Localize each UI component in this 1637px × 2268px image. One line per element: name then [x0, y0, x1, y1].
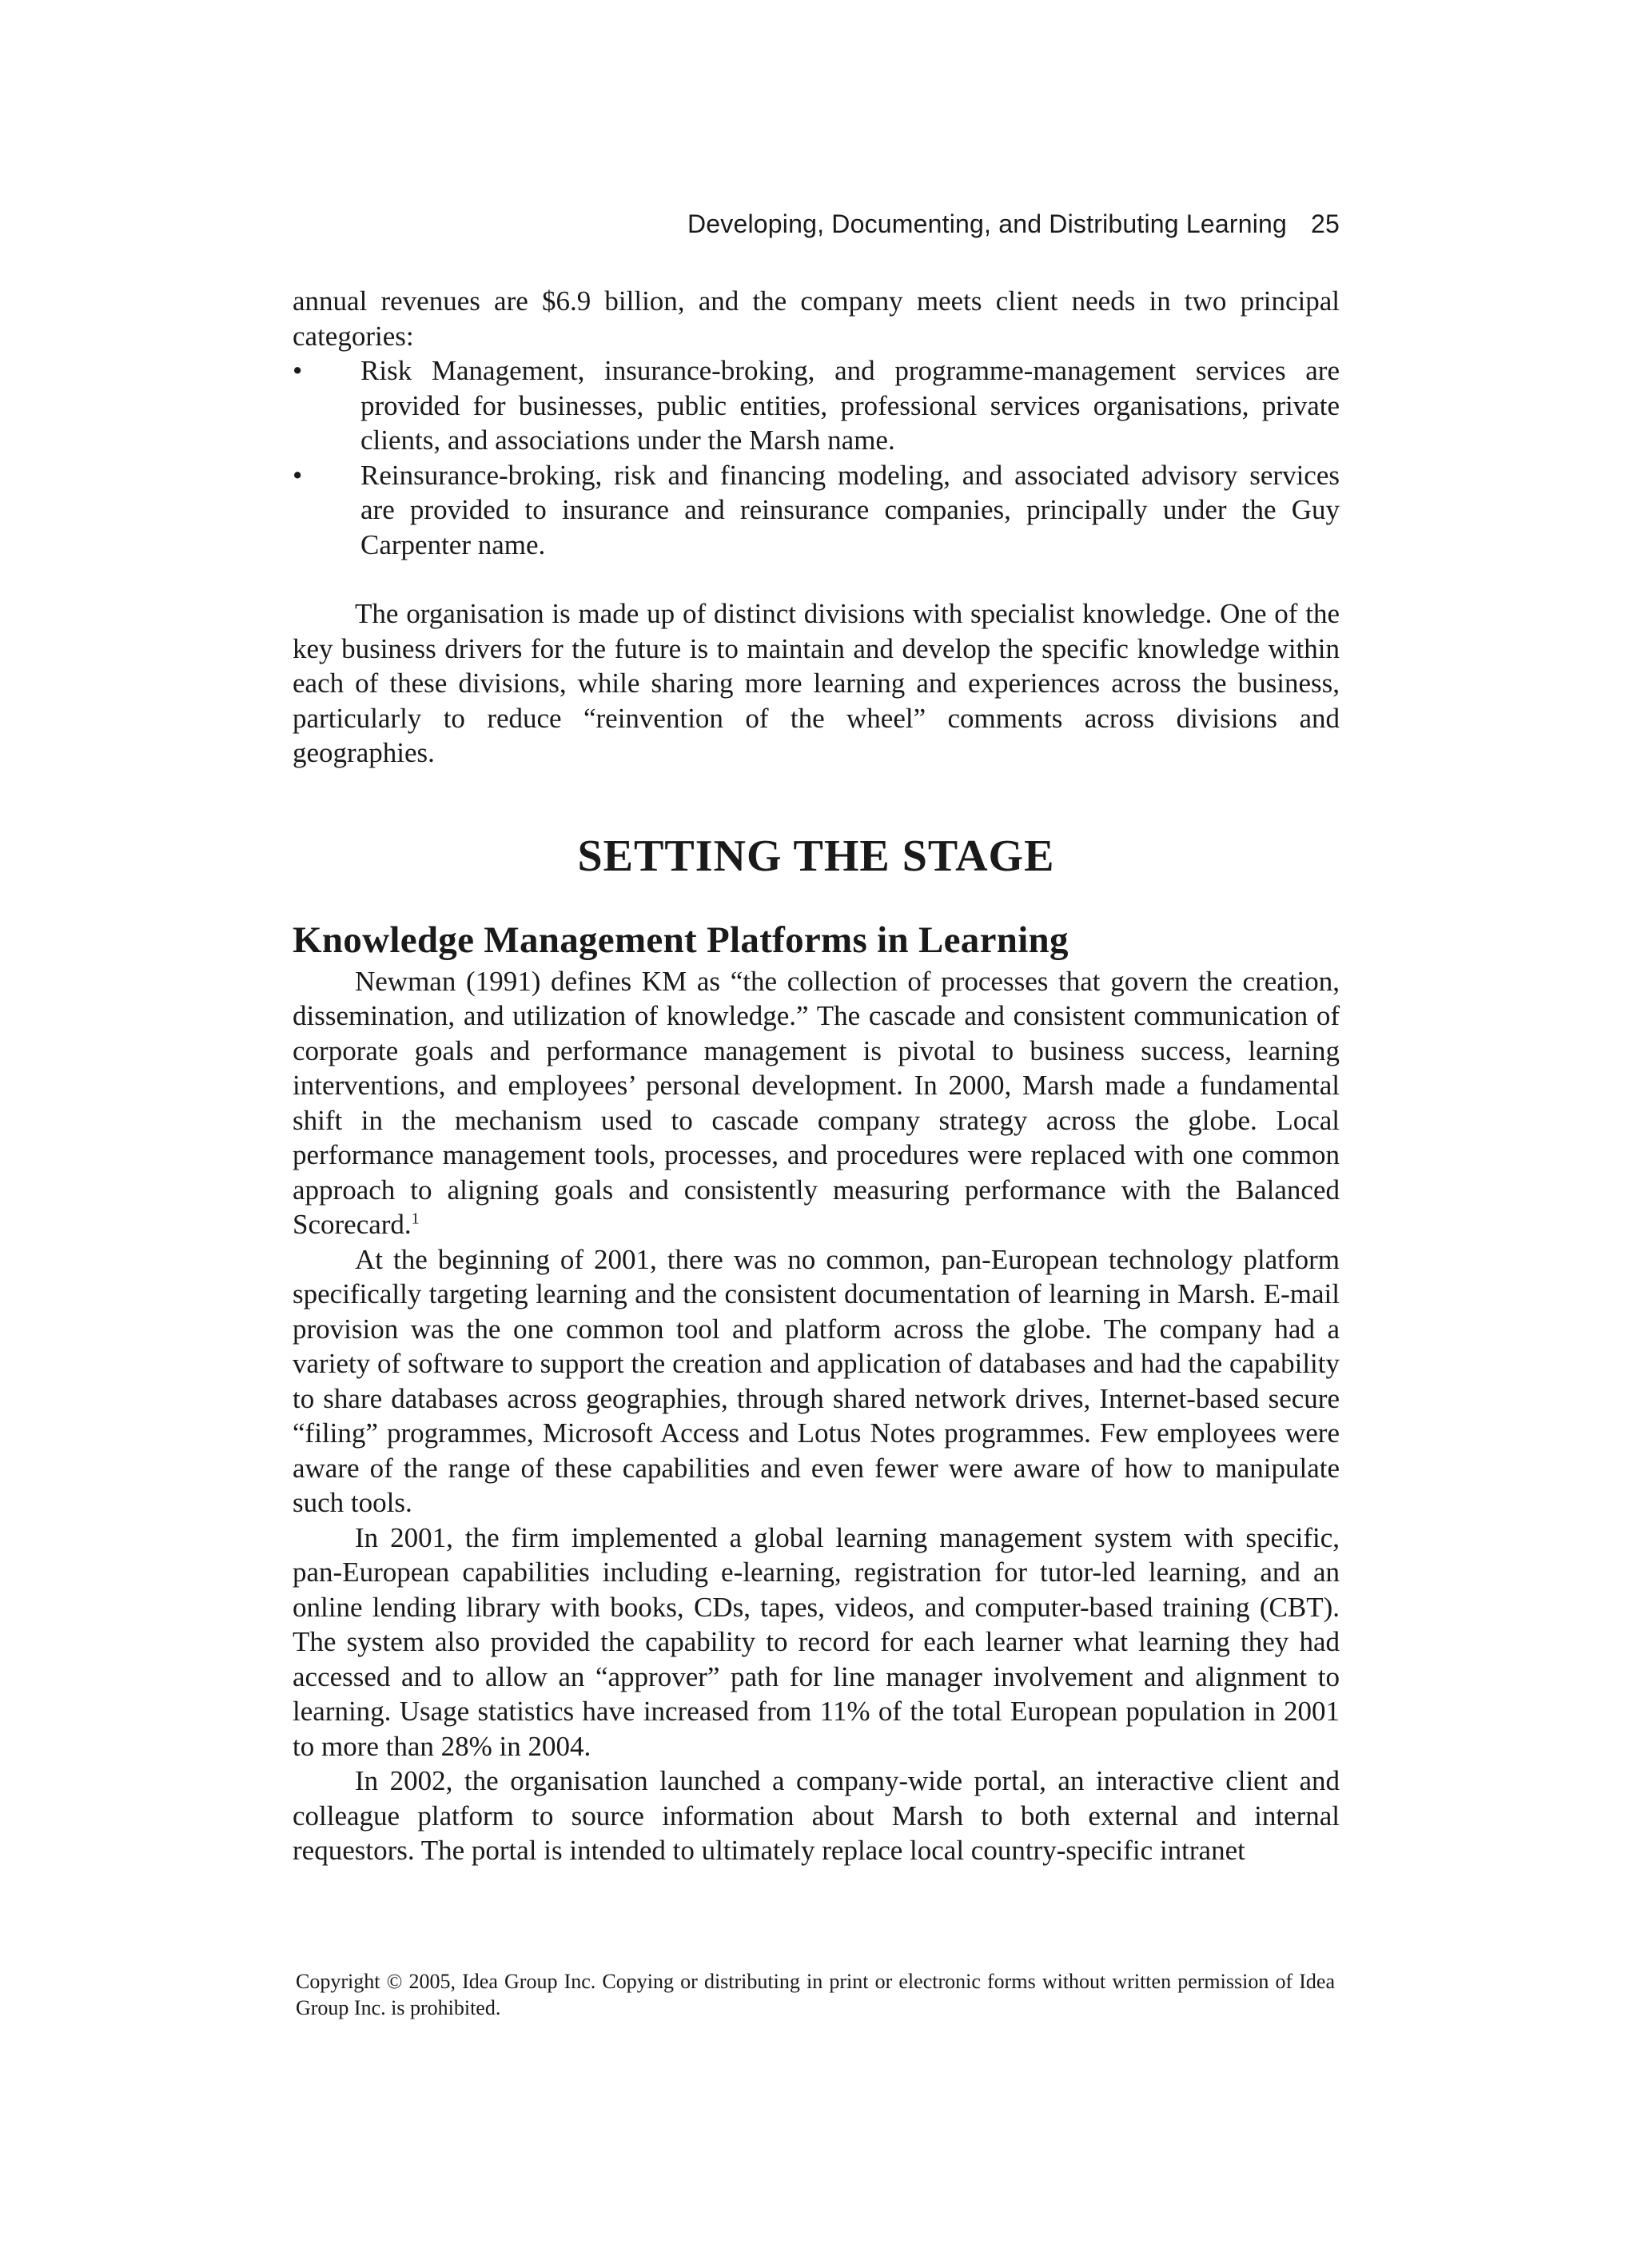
bullet-item	[293, 458, 1340, 563]
intro-lead-in: annual revenues are $6.9 billion, and the company meets client needs in two principal categories:	[293, 285, 1340, 352]
section-title: SETTING THE STAGE	[577, 831, 1055, 881]
km-definition-text: Newman (1991) defines KM as “the collection of processes that govern the creation, dissemination, and utilization of knowledge.” The cascade and consistent communication of corporate goals and performance management is pivotal to business success, learning interventions, and employees’ personal development. In 2000, Marsh made a fundamental shift in the mechanism used to cascade company strategy across the globe. Local performance management tools, processes, and procedures were replaced with one common approach to aligning goals and consistently measuring performance with the Balanced Scorecard.	[293, 965, 1340, 1240]
copyright-notice: Copyright © 2005, Idea Group Inc. Copying or distributing in print or electronic forms without written permission of Idea Group Inc. is prohibited.	[296, 1970, 1335, 2019]
heading-spacer	[293, 884, 1340, 916]
page-number: 25	[1311, 209, 1340, 238]
category-bullet-list	[293, 353, 1340, 562]
bullet-icon: •	[293, 355, 303, 386]
body-text	[293, 284, 1340, 1868]
portal-paragraph: In 2002, the organisation launched a company-wide portal, an interactive client and colleague platform to source information about Marsh to both external and internal requestors. The portal is intended to ultimately replace local country-specific intranet	[293, 1765, 1340, 1866]
platform-history-paragraph: At the beginning of 2001, there was no common, pan-European technology platform specifically targeting learning and the consistent documentation of learning in Marsh. E-mail provision was the one common tool and platform across the globe. The company had a variety of software to support the creation and application of databases and had the capability to share databases across geographies, through shared network drives, Internet-based secure “filing” programmes, Microsoft Access and Lotus Notes programmes. Few employees were aware of the range of these capabilities and even fewer were aware of how to manipulate such tools.	[293, 1243, 1340, 1518]
bullet-text: Reinsurance-broking, risk and financing modeling, and associated advisory services are provided to insurance and reinsurance companies, principally under the Guy Carpenter name.	[360, 459, 1340, 560]
bullet-icon: •	[293, 459, 303, 491]
bullet-item	[293, 353, 1340, 458]
subsection-title: Knowledge Management Platforms in Learning	[293, 919, 1069, 961]
bullet-text: Risk Management, insurance-broking, and programme-management services are provided for businesses, public entities, professional services organisations, private clients, and associations under the Marsh name.	[360, 355, 1340, 456]
footnote-marker: 1	[411, 1210, 420, 1228]
paragraph-spacer	[293, 562, 1340, 596]
km-definition-paragraph	[293, 964, 1340, 1242]
section-spacer	[293, 771, 1340, 828]
running-head	[687, 209, 1340, 239]
lms-paragraph: In 2001, the firm implemented a global learning management system with specific, pan-European capabilities including e-learning, registration for tutor-led learning, and an online lending library with books, CDs, tapes, videos, and computer-based training (CBT). The system also provided the capability to record for each learner what learning they had accessed and to allow an “approver” path for line manager involvement and alignment to learning. Usage statistics have increased from 11% of the total European population in 2001 to more than 28% in 2004.	[293, 1521, 1340, 1762]
organisation-paragraph: The organisation is made up of distinct divisions with specialist knowledge. One of the key business drivers for the future is to maintain and develop the specific knowledge within each of these divisions, while sharing more learning and experiences across the business, particularly to reduce “reinvention of the wheel” comments across divisions and geographies.	[293, 598, 1340, 768]
running-title: Developing, Documenting, and Distributing Learning	[687, 209, 1287, 238]
